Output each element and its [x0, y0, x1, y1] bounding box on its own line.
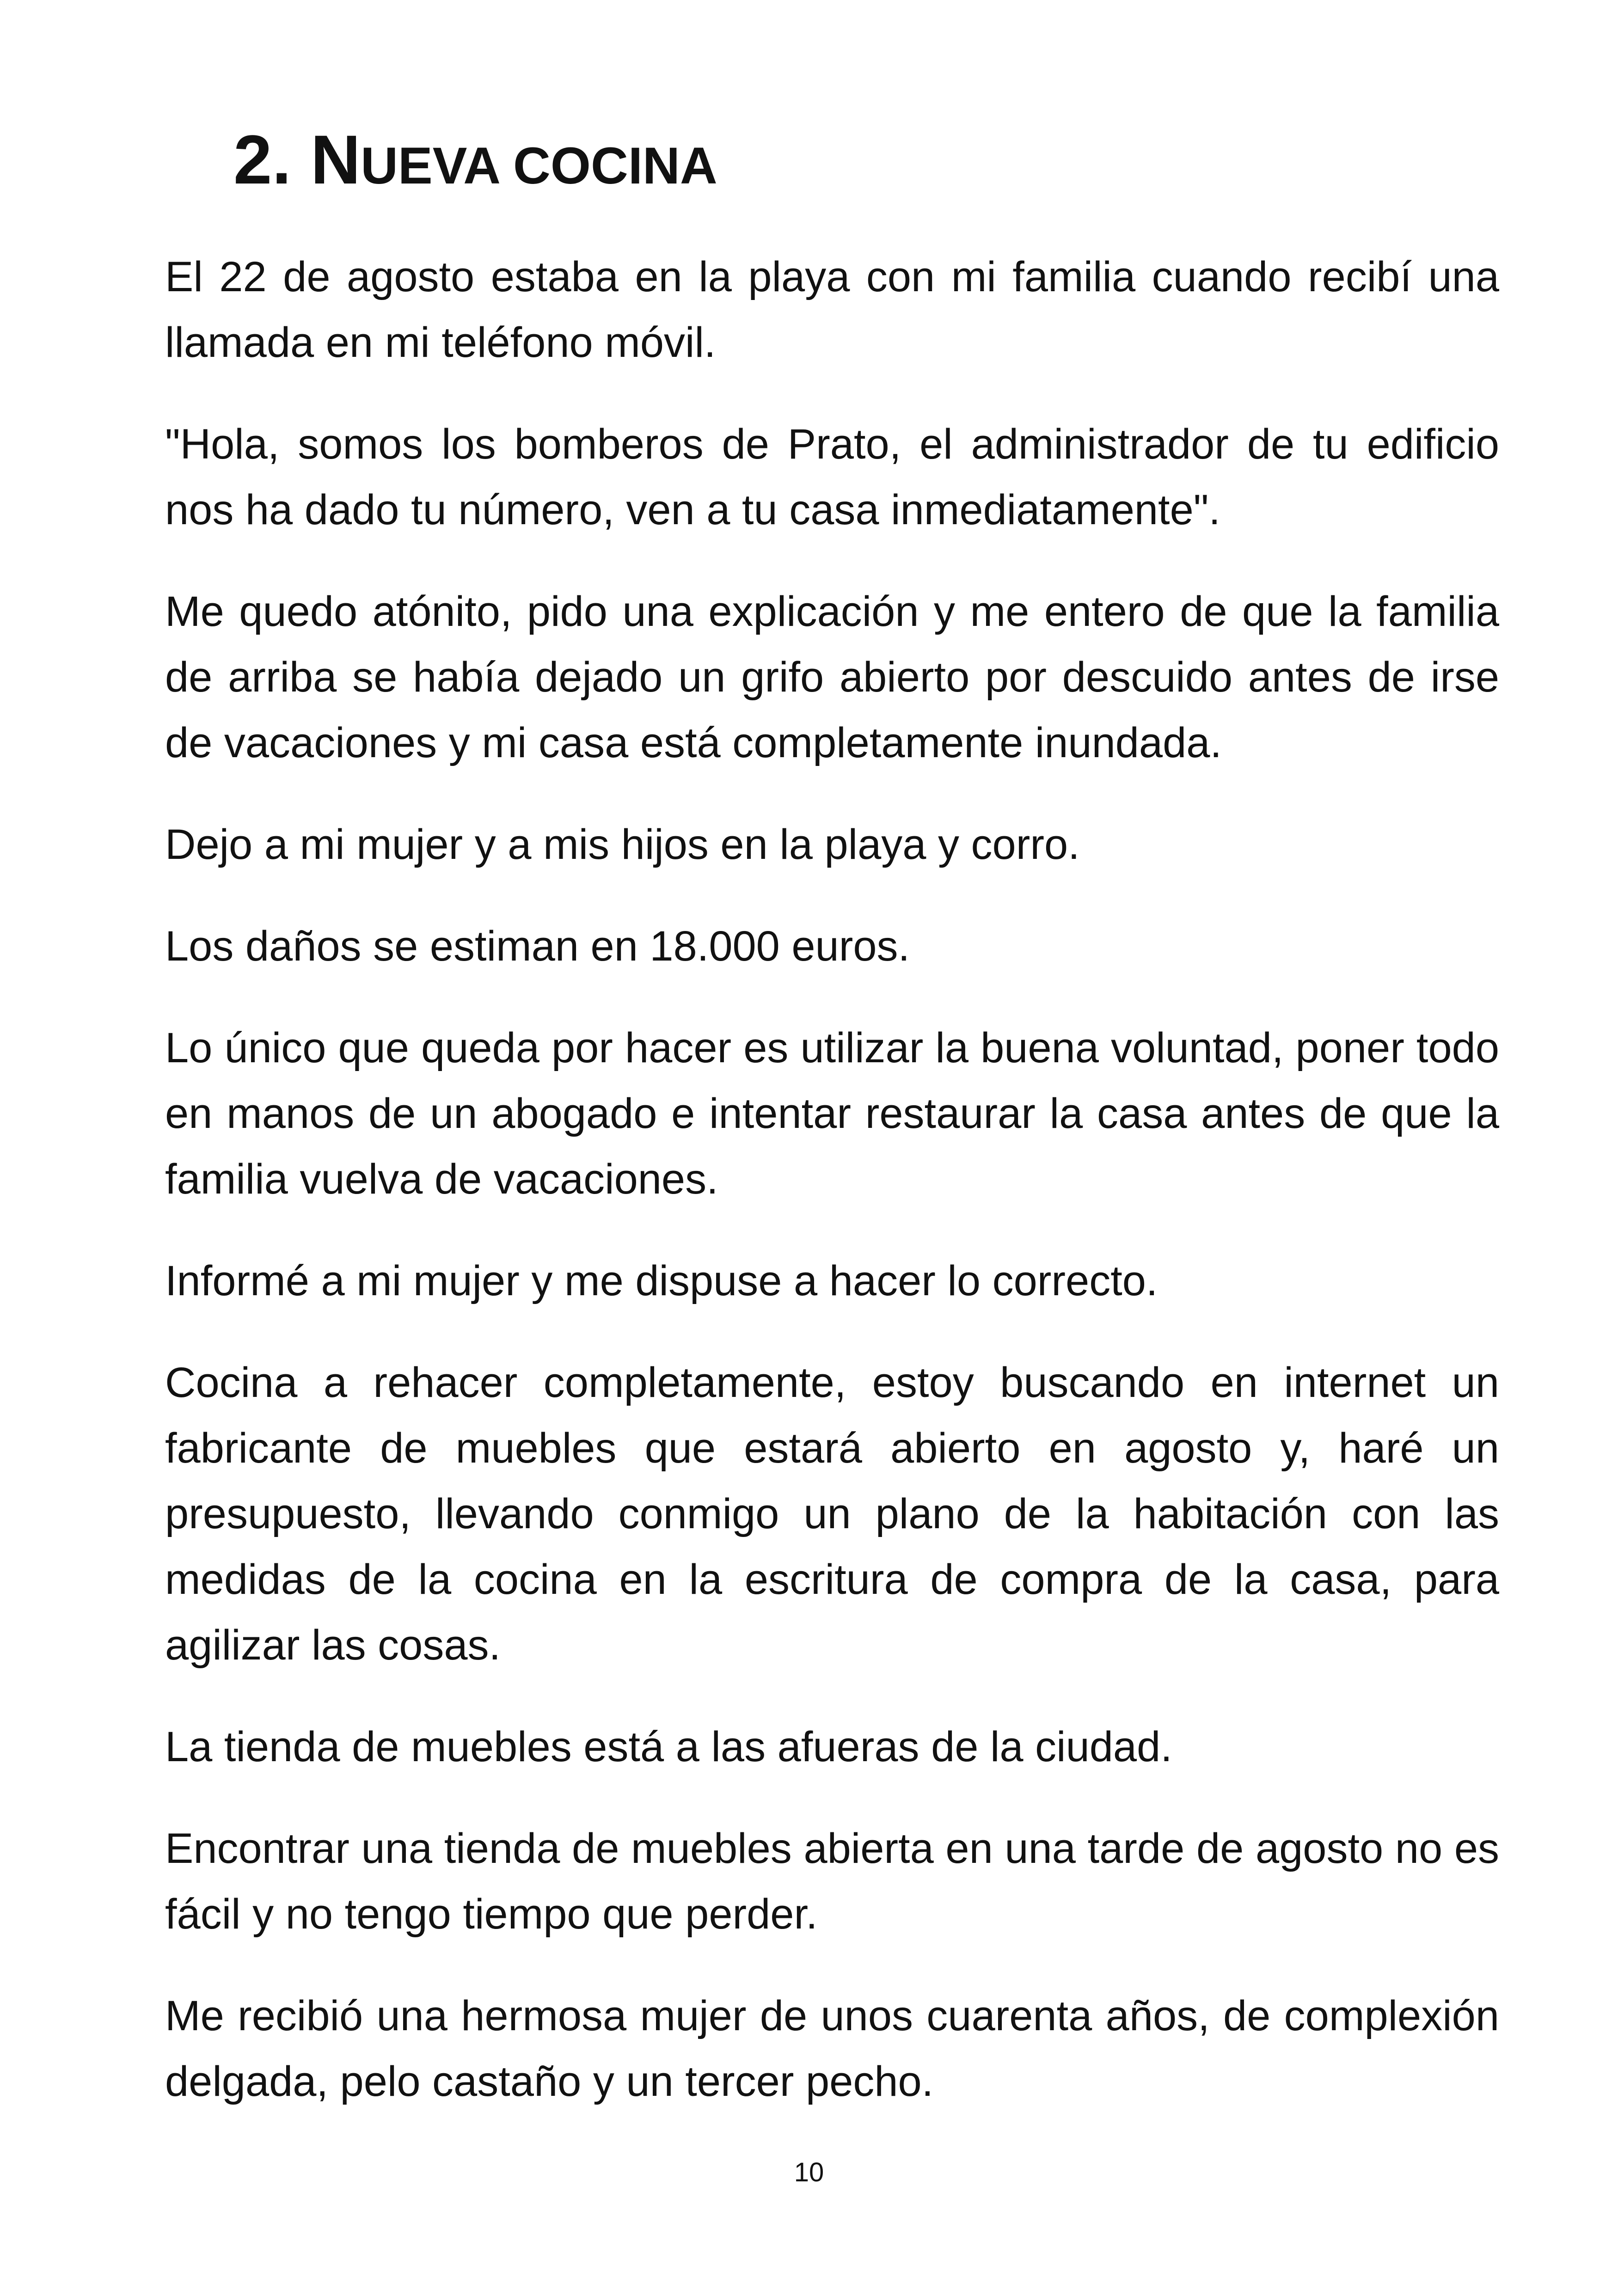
paragraph: Cocina a rehacer completamente, estoy buscando en internet un fabricante de muebles que estará abierto en agosto y, haré un presupuesto, llevando conmigo un plano de la habitación con las medidas de la cocina en la escritura de compra de la casa, para agilizar las cosas. — [165, 1359, 1499, 1669]
paragraph: "Hola, somos los bomberos de Prato, el administrador de tu edificio nos ha dado tu número, ven a tu casa inmediatamente". — [165, 421, 1499, 533]
paragraph: Informé a mi mujer y me dispuse a hacer lo correcto. — [165, 1257, 1158, 1304]
paragraph: La tienda de muebles está a las afueras de la ciudad. — [165, 1723, 1172, 1770]
paragraph: Dejo a mi mujer y a mis hijos en la playa y corro. — [165, 821, 1080, 868]
page-number: 10 — [794, 2157, 824, 2187]
chapter-title-rest: UEVA COCINA — [361, 137, 717, 195]
paragraph: Encontrar una tienda de muebles abierta en una tarde de agosto no es fácil y no tengo tiempo que perder. — [165, 1825, 1499, 1938]
chapter-title-initial: N — [310, 121, 361, 198]
chapter-body — [165, 244, 1499, 2114]
paragraph: Lo único que queda por hacer es utilizar la buena voluntad, poner todo en manos de un abogado e intentar restaurar la casa antes de que la familia vuelva de vacaciones. — [165, 1024, 1499, 1203]
paragraph: Los daños se estiman en 18.000 euros. — [165, 923, 910, 970]
paragraph: El 22 de agosto estaba en la playa con mi familia cuando recibí una llamada en mi teléfono móvil. — [165, 253, 1499, 366]
chapter-title — [233, 118, 717, 208]
chapter-number: 2. — [233, 121, 292, 198]
paragraph: Me recibió una hermosa mujer de unos cuarenta años, de complexión delgada, pelo castaño y un tercer pecho. — [165, 1992, 1499, 2105]
paragraph: Me quedo atónito, pido una explicación y me entero de que la familia de arriba se había dejado un grifo abierto por descuido antes de irse de vacaciones y mi casa está completamente inundada. — [165, 588, 1499, 766]
